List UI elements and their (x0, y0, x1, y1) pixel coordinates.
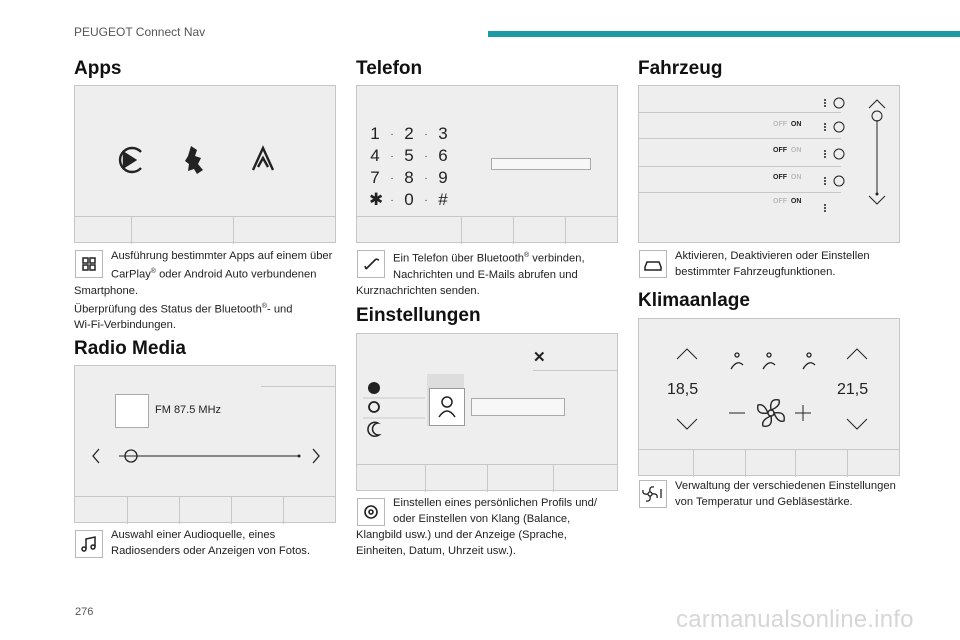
einstellungen-description: Einstellen eines persönlichen Profils und/ oder Einstellen von Klang (Balance, Klangbild usw.) und der Anzeige (Sprache, Einheiten, Datum, Uhrzeit usw.). (356, 497, 597, 557)
phone-keypad: 1 · 2 · 3 4 · 5 · 6 7 · 8 · 9 ✱ · 0 · # (369, 124, 448, 209)
einstellungen-screen (356, 333, 618, 491)
fan-icon (758, 400, 785, 427)
header-accent-bar (488, 31, 960, 37)
running-header: PEUGEOT Connect Nav (74, 25, 206, 39)
radio-screen (74, 365, 336, 523)
telefon-description: Ein Telefon über Bluetooth® verbinden, Nachrichten und E-Mails abrufen und Kurznachrichten senden. (356, 252, 585, 297)
info-icons-column (819, 92, 849, 212)
apps-description: Ausführung bestimmter Apps auf einem über CarPlay® oder Android Auto verbundenen Smartphone. Überprüfung des Status der Bluetooth®- und Wi-Fi-Verbindungen. (74, 250, 333, 332)
temp-right-up-icon (847, 349, 867, 359)
apps-title: Apps (74, 58, 122, 79)
temp-left-up-icon (677, 349, 697, 359)
profile-icon (429, 388, 465, 426)
fahrzeug-screen (638, 85, 900, 243)
telefon-screen (356, 85, 618, 243)
temp-left: 18,5 (667, 381, 699, 398)
fan-plus-icon (795, 405, 811, 421)
night-mode-icon (368, 422, 379, 436)
sound-settings-icon (369, 402, 379, 412)
radio-title: Radio Media (74, 338, 186, 359)
fahrzeug-description: Aktivieren, Deaktivieren oder Einstellen bestimmter Fahrzeugfunktionen. (675, 250, 870, 278)
klima-title: Klimaanlage (638, 290, 750, 311)
apps-icons (111, 140, 301, 178)
station-frequency: FM 87.5 MHz (155, 404, 222, 416)
klima-screen (638, 318, 900, 476)
apps-screen (74, 85, 336, 243)
android-auto-icon (253, 148, 273, 170)
telefon-title: Telefon (356, 58, 423, 79)
settings-menu-icons (363, 378, 425, 440)
vehicle-toggle-4: OFF ON (773, 198, 802, 205)
page-number: 276 (75, 606, 94, 618)
vehicle-toggle-2: OFF ON (773, 147, 802, 154)
temp-right-down-icon (847, 419, 867, 429)
number-field (491, 158, 591, 170)
play-icon (120, 148, 141, 172)
vehicle-toggle-3: OFF ON (773, 174, 802, 181)
vehicle-toggle-1: OFF ON (773, 121, 802, 128)
vertical-scrollbar (865, 96, 889, 208)
einstellungen-title: Einstellungen (356, 305, 481, 326)
palette-icon (368, 382, 380, 394)
tuning-slider (89, 446, 323, 466)
profile-name-field (471, 398, 565, 416)
temp-left-down-icon (677, 419, 697, 429)
radio-description: Auswahl einer Audioquelle, eines Radiosenders oder Anzeigen von Fotos. (111, 529, 311, 557)
fahrzeug-title: Fahrzeug (638, 58, 723, 79)
klima-description: Verwaltung der verschiedenen Einstellungen von Temperatur und Gebläsestärke. (675, 480, 896, 508)
close-icon: ✕ (533, 349, 546, 366)
peugeot-lion-icon (185, 146, 203, 174)
air-distribution-icons (731, 353, 815, 369)
watermark: carmanualsonline.info (676, 606, 914, 633)
temp-right: 21,5 (837, 381, 869, 398)
station-art (115, 394, 149, 428)
